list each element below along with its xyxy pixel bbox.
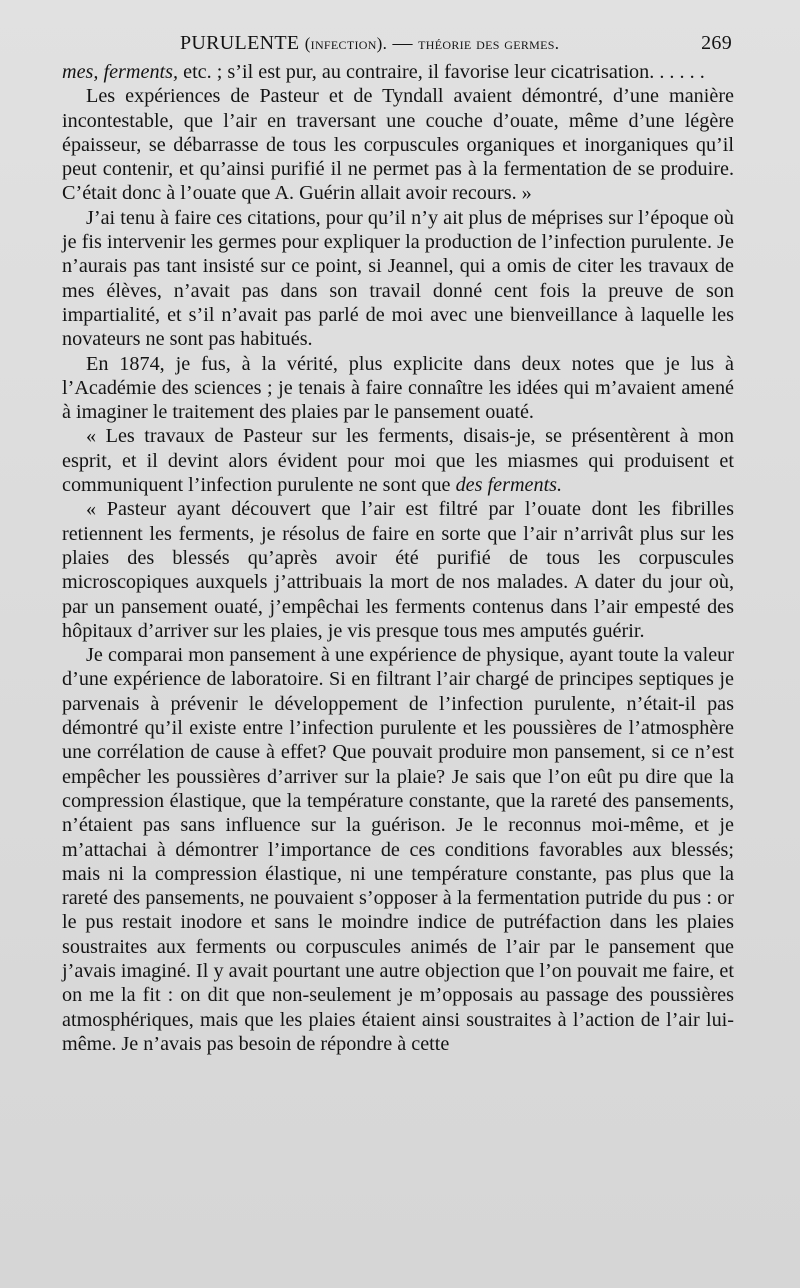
italic-lead: mes, ferments, bbox=[62, 61, 179, 83]
body-text bbox=[62, 60, 734, 1056]
paragraph: En 1874, je fus, à la vérité, plus explicite dans deux notes que je lus à l’Académie des sciences ; je tenais à faire connaître les idées qui m’avaient amené à imaginer le traitement des plaies par le pansement ouaté. bbox=[62, 352, 734, 424]
running-title bbox=[180, 32, 559, 55]
paragraph: Les expériences de Pasteur et de Tyndall avaient démontré, d’une manière incontestable, que l’air en traversant une couche d’ouate, même d’une légère épaisseur, se débarrasse de tous les corpuscules organiques et inorganiques qu’il peut contenir, et qu’ainsi purifié il ne permet pas à la fermentation de se produire. C’était donc à l’ouate que A. Guérin allait avoir recours. » bbox=[62, 85, 734, 205]
paragraph-text: « Les travaux de Pasteur sur les ferments, disais-je, se présentèrent à mon esprit, et il devint alors évident pour moi que les miasmes qui produisent et communiquent l’infection purulente ne sont que bbox=[62, 425, 734, 497]
paragraph bbox=[62, 424, 734, 497]
title-paren: (infection). bbox=[304, 34, 388, 53]
running-header bbox=[62, 32, 732, 60]
paragraph: Je comparai mon pansement à une expérience de physique, ayant toute la valeur d’une expérience de laboratoire. Si en filtrant l’air chargé de principes septiques je parvenais à prévenir le développement de l’infection purulente, n’était-il pas démontré qu’il existe entre l’infection purulente et les poussières de l’atmosphère une corrélation de cause à effet? Que pouvait produire mon pansement, si ce n’est empêcher les poussières d’arriver sur la plaie? Je sais que l’on eût pu dire que la compression élastique, que la température constante, que la rareté des pansements, n’étaient pas sans influence sur la guérison. Je le reconnus moi-même, et je m’attachai à démontrer l’importance de ces conditions favorables aux blessés; mais ni la compression élastique, ni une température constante, pas plus que la rareté des pansements, ne pouvaient s’opposer à la fermentation putride du pus : or le pus restait inodore et sans le moindre indice de putréfaction dans les plaies soustraites aux ferments ou corpuscules animés de l’air par le pansement que j’avais imaginé. Il y avait pourtant une autre objection que l’on pouvait me faire, et on me la fit : on dit que non-seulement je m’opposais au passage des poussières atmosphériques, mais que les plaies étaient ainsi soustraites à l’action de l’air lui-même. Je n’avais pas besoin de répondre à cette bbox=[62, 644, 734, 1055]
title-dash: — bbox=[392, 32, 413, 54]
paragraph: J’ai tenu à faire ces citations, pour qu’il n’y ait plus de méprises sur l’époque où je fis intervenir les germes pour expliquer la production de l’infection purulente. Je n’aurais pas tant insisté sur ce point, si Jeannel, qui a omis de citer les travaux de mes élèves, n’avait pas dans son travail donné cent fois la preuve de son impartialité, et s’il n’avait pas parlé de moi avec une bienveillance à laquelle les novateurs ne sont pas habitués. bbox=[62, 206, 734, 351]
paragraph bbox=[62, 60, 734, 84]
paragraph: « Pasteur ayant découvert que l’air est filtré par l’ouate dont les fibrilles retiennent les ferments, je résolus de faire en sorte que l’air n’arrivât plus sur les plaies des blessés qu’après avoir été purifié de tous les corpuscules microscopiques auxquels j’attribuais la mort de nos malades. A dater du jour où, par un pansement ouaté, j’empêchai les ferments contenus dans l’air empesté des hôpitaux d’arriver sur les plaies, je vis presque tous mes amputés guérir. bbox=[62, 498, 734, 642]
title-main: PURULENTE bbox=[180, 32, 300, 54]
title-rest: théorie des germes. bbox=[418, 34, 560, 53]
paragraph-text: etc. ; s’il est pur, au contraire, il favorise leur cicatrisation. . . . . . bbox=[178, 61, 705, 83]
italic-tail: des ferments. bbox=[455, 474, 563, 497]
page-number: 269 bbox=[701, 32, 732, 54]
